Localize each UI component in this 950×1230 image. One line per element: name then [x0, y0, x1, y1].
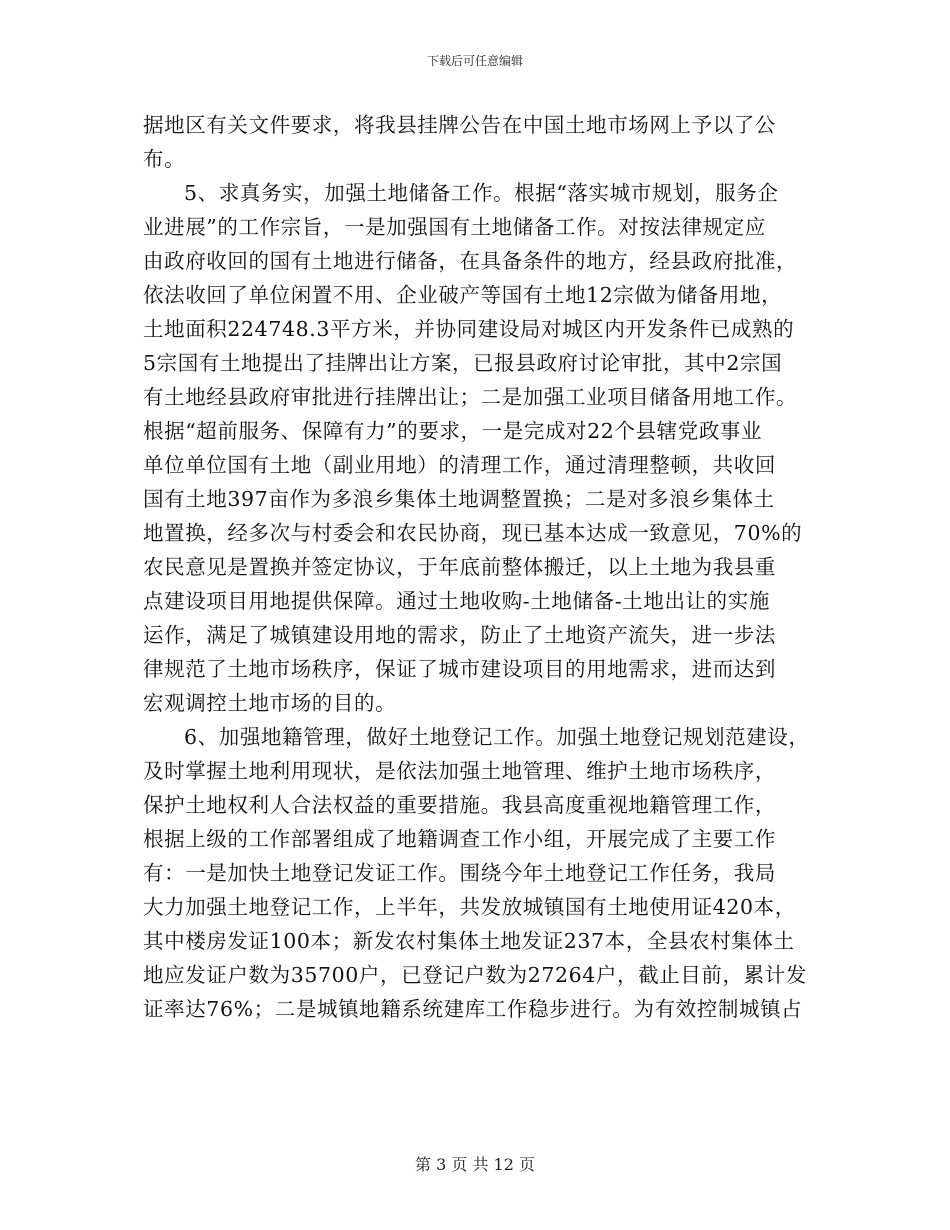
text-line: 业进展”的工作宗旨，一是加强国有土地储备工作。对按法律规定应	[143, 215, 766, 239]
text-line: 宏观调控土地市场的目的。	[143, 691, 397, 715]
text-line: 有土地经县政府审批进行挂牌出让；二是加强工业项目储备用地工作。	[143, 385, 798, 409]
text-line: 6、加强地籍管理，做好土地登记工作。加强土地登记规划范建设，	[184, 725, 810, 749]
text-line: 单位单位国有土地（副业用地）的清理工作，通过清理整顿，共收回	[143, 453, 776, 477]
text-line: 国有土地397亩作为多浪乡集体土地调整置换；二是对多浪乡集体土	[143, 487, 775, 511]
text-line: 布。	[143, 147, 186, 171]
document-body	[143, 108, 823, 1026]
text-line: 5宗国有土地提出了挂牌出让方案，已报县政府讨论审批，其中2宗国	[143, 351, 783, 375]
text-line: 证率达76%；二是城镇地籍系统建库工作稳步进行。为有效控制城镇占	[143, 997, 803, 1021]
text-line: 其中楼房发证100本；新发农村集体土地发证237本，全县农村集体土	[143, 929, 795, 953]
text-line: 据地区有关文件要求，将我县挂牌公告在中国土地市场网上予以了公	[143, 113, 776, 137]
text-line: 运作，满足了城镇建设用地的需求，防止了土地资产流失，进一步法	[143, 623, 776, 647]
text-line: 有：一是加快土地登记发证工作。围绕今年土地登记工作任务，我局	[143, 861, 776, 885]
text-line: 根据上级的工作部署组成了地籍调查工作小组，开展完成了主要工作	[143, 827, 776, 851]
text-line: 由政府收回的国有土地进行储备，在具备条件的地方，经县政府批准，	[143, 249, 798, 273]
text-line: 依法收回了单位闲置不用、企业破产等国有土地12宗做为储备用地，	[143, 283, 783, 307]
text-line: 及时掌握土地利用现状，是依法加强土地管理、维护土地市场秩序，	[143, 759, 776, 783]
text-line: 地置换，经多次与村委会和农民协商，现已基本达成一致意见，70%的	[143, 521, 803, 545]
text-line: 根据“超前服务、保障有力”的要求，一是完成对22个县辖党政事业	[143, 419, 763, 443]
text-line: 5、求真务实，加强土地储备工作。根据“落实城市规划，服务企	[184, 181, 779, 205]
text-line: 律规范了土地市场秩序，保证了城市建设项目的用地需求，进而达到	[143, 657, 776, 681]
text-line: 土地面积224748.3平方米，并协同建设局对城区内开发条件已成熟的	[143, 317, 795, 341]
text-line: 农民意见是置换并签定协议，于年底前整体搬迁，以上土地为我县重	[143, 555, 776, 579]
page-header: 下载后可任意编辑	[426, 54, 523, 68]
text-line: 地应发证户数为35700户，已登记户数为27264户，截止目前，累计发	[143, 963, 807, 987]
text-line: 大力加强土地登记工作，上半年，共发放城镇国有土地使用证420本，	[143, 895, 796, 919]
page-footer: 第 3 页 共 12 页	[415, 1155, 535, 1174]
text-line: 保护土地权利人合法权益的重要措施。我县高度重视地籍管理工作，	[143, 793, 776, 817]
text-line: 点建设项目用地提供保障。通过土地收购-土地储备-土地出让的实施	[143, 589, 770, 613]
